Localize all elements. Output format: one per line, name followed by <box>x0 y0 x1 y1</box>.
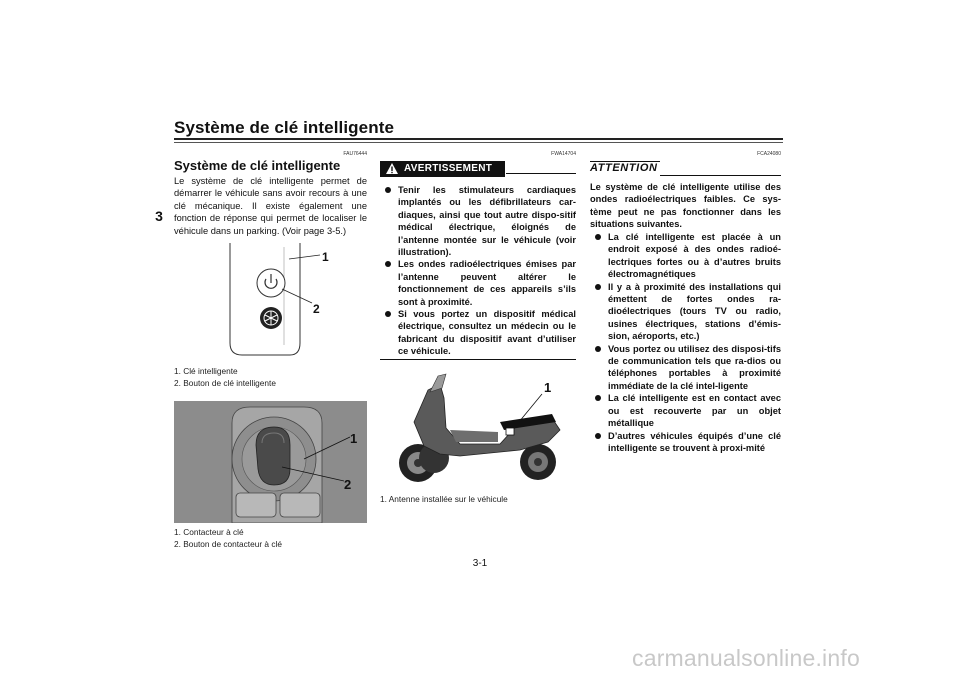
page-title: Système de clé intelligente <box>174 118 395 137</box>
main-switch-figure <box>174 401 367 523</box>
fig2-callout-2: 2 <box>344 477 352 492</box>
warning-bullet: Les ondes radioélectriques émises par l’antenne peuvent altérer le fonctionnement de ces appareils s’ils sont à proximité. <box>382 258 576 308</box>
attention-bullet: Vous portez ou utilisez des disposi-tifs de communication tels que ra-dios ou téléphones portables à proximité immédiate de la clé intel-ligente <box>592 343 781 393</box>
fig2-callout-1: 1 <box>350 431 358 446</box>
warning-rule <box>506 173 576 174</box>
warning-bullet: Tenir les stimulateurs cardiaques implantés ou les défibrillateurs car-diaques, ainsi que tout autre dispo-sitif médical électrique, éloignés de l’antenne montée sur le véhicule (voir illustration). <box>382 184 576 258</box>
fig1-callout-2: 2 <box>313 302 320 316</box>
attention-code: FCA24080 <box>757 151 781 157</box>
fig3-callout-1: 1 <box>544 380 552 395</box>
fig1-callout-1: 1 <box>322 250 329 264</box>
warning-code: FWA14704 <box>551 151 576 157</box>
warning-banner <box>380 161 505 177</box>
section-code: FAU76444 <box>343 151 367 157</box>
attention-intro: Le système de clé intelligente utilise des ondes radioélectriques faibles. Ce sys-tème peut ne pas fonctionner dans les situations suivantes. <box>590 182 781 230</box>
header-rule-thin <box>174 142 783 143</box>
warning-list <box>382 184 576 358</box>
attention-label: ATTENTION <box>590 162 658 174</box>
attention-rule <box>660 175 781 176</box>
warning-end-rule <box>380 359 576 360</box>
attention-bullet: La clé intelligente est placée à un endroit exposé à des ondes radioé-lectriques fortes ou à d’autres bruits électromagnétiques <box>592 231 781 281</box>
intro-paragraph: Le système de clé intelligente permet de démarrer le véhicule sans avoir recours à une clé mécanique. Il existe également une fonction de réponse qui permet de localiser le véhicule dans un parking. (Voir page 3-5.) <box>174 176 367 236</box>
header-rule <box>174 138 783 140</box>
smart-key-figure <box>174 243 367 363</box>
attention-bullet: Il y a à proximité des installations qui émettent de fortes ondes ra-dioélectriques (tours TV ou radio, usines électriques, stations d’émis-sion, aéroports, etc.) <box>592 281 781 343</box>
fig2-caption-2: 2. Bouton de contacteur à clé <box>174 539 282 549</box>
attention-bullet: D’autres véhicules équipés d’une clé intelligente se trouvent à proxi-mité <box>592 430 781 455</box>
fig3-caption: 1. Antenne installée sur le véhicule <box>380 494 508 504</box>
fig1-caption-2: 2. Bouton de clé intelligente <box>174 378 276 388</box>
warning-triangle-icon <box>385 162 399 175</box>
scooter-figure <box>380 370 576 488</box>
section-heading: Système de clé intelligente <box>174 158 341 173</box>
warning-bullet: Si vous portez un dispositif médical électrique, consultez un médecin ou le fabricant du dispositif avant d’utiliser ce véhicule. <box>382 308 576 358</box>
attention-list <box>592 231 781 454</box>
page-number: 3-1 <box>472 558 488 569</box>
fig2-caption-1: 1. Contacteur à clé <box>174 527 244 537</box>
attention-bullet: La clé intelligente est en contact avec ou est recouverte par un objet métallique <box>592 392 781 429</box>
watermark: carmanualsonline.info <box>632 645 860 671</box>
fig1-caption-1: 1. Clé intelligente <box>174 366 238 376</box>
warning-label: AVERTISSEMENT <box>404 163 493 174</box>
power-icon <box>257 269 285 297</box>
yamaha-logo-icon <box>260 307 282 329</box>
chapter-tab: 3 <box>155 208 163 224</box>
